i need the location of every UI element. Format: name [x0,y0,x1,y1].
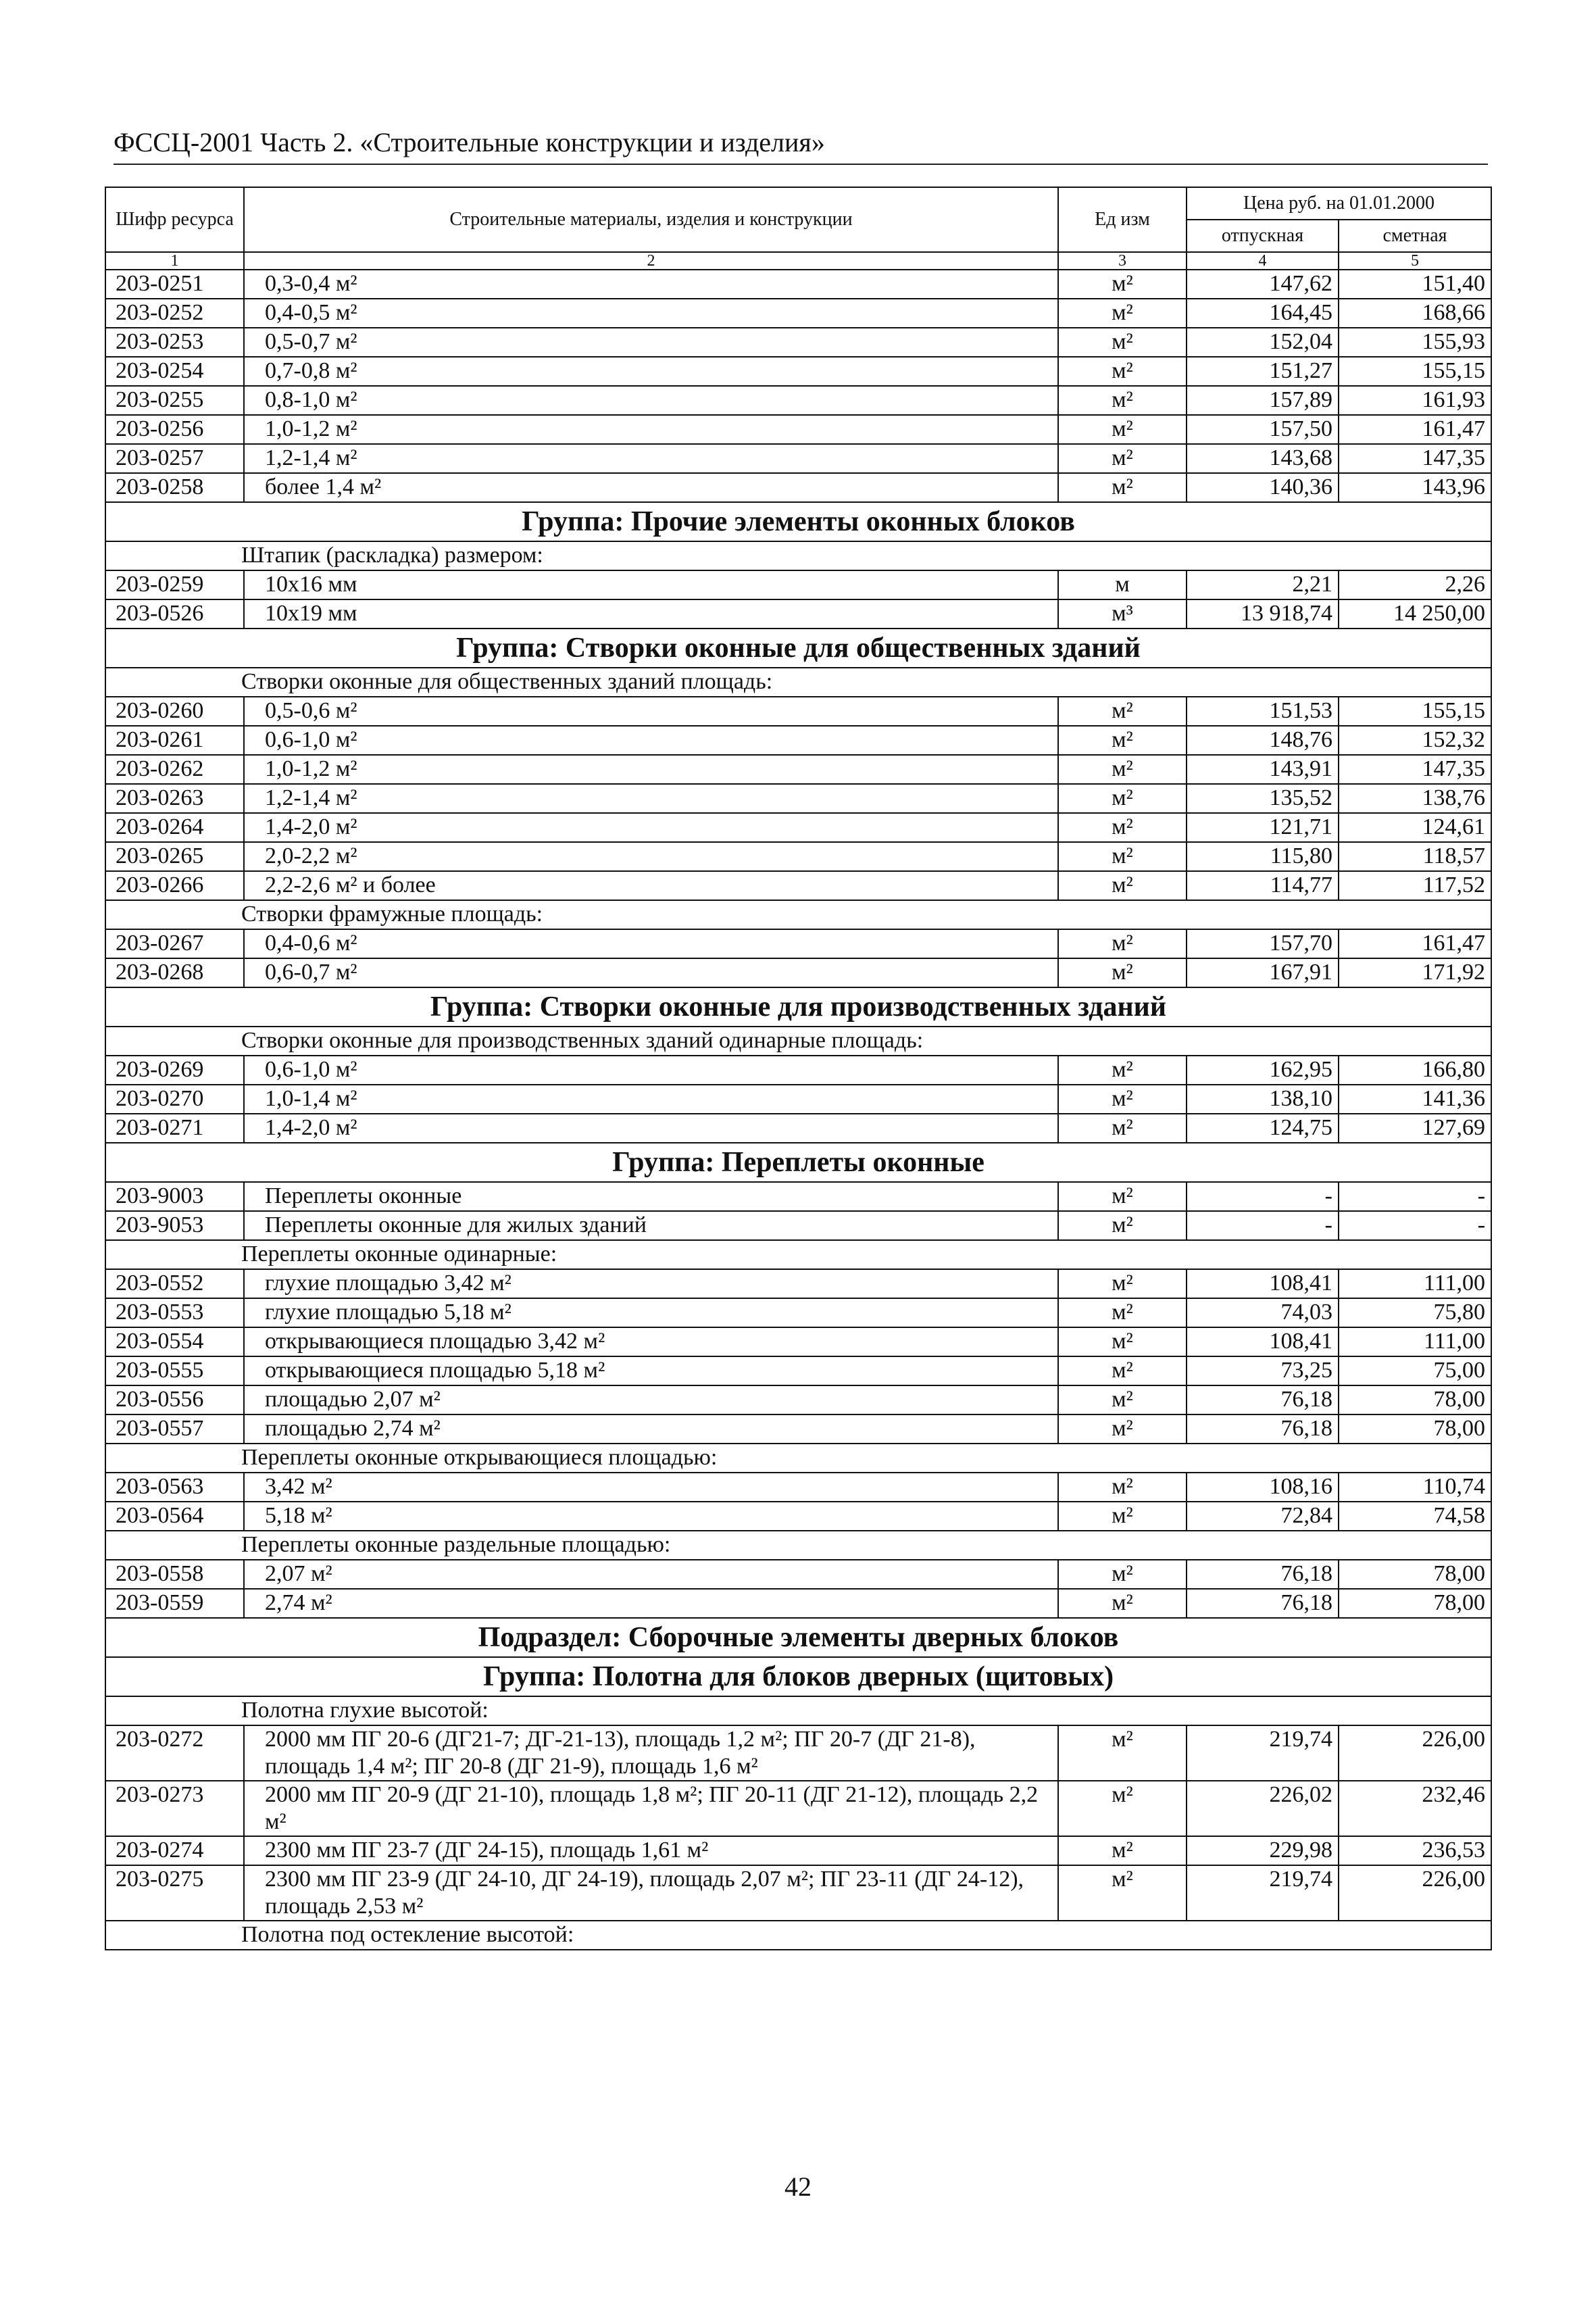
unit-cell: м² [1058,1211,1187,1240]
table-row [105,473,1491,502]
release-price: 76,18 [1187,1560,1339,1589]
release-price: 151,53 [1187,697,1339,726]
release-price: 108,41 [1187,1269,1339,1298]
resource-code: 203-0255 [105,386,244,415]
release-price: 121,71 [1187,813,1339,842]
item-name: 2,74 м² [244,1589,1058,1618]
subheading-row [105,1240,1491,1269]
table-row [105,726,1491,755]
header-price: Цена руб. на 01.01.2000 [1187,187,1491,220]
estimate-price: 226,00 [1339,1725,1491,1781]
unit-cell: м² [1058,299,1187,328]
resource-code: 203-0264 [105,813,244,842]
estimate-price: 226,00 [1339,1865,1491,1921]
release-price: 143,68 [1187,444,1339,473]
estimate-price: 111,00 [1339,1269,1491,1298]
resource-code: 203-0260 [105,697,244,726]
unit-cell: м² [1058,1589,1187,1618]
release-price: 229,98 [1187,1836,1339,1865]
item-name: 0,6-0,7 м² [244,958,1058,987]
estimate-price: 111,00 [1339,1327,1491,1356]
table-row [105,813,1491,842]
resource-code: 203-0256 [105,415,244,444]
unit-cell: м² [1058,1298,1187,1327]
group-heading: Подраздел: Сборочные элементы дверных блоков [105,1618,1491,1657]
unit-cell: м² [1058,1836,1187,1865]
resource-code: 203-0553 [105,1298,244,1327]
item-name: площадью 2,74 м² [244,1414,1058,1444]
table-row [105,1865,1491,1921]
unit-cell: м² [1058,1560,1187,1589]
header-unit: Ед изм [1058,187,1187,252]
release-price: 162,95 [1187,1056,1339,1085]
estimate-price: 155,15 [1339,697,1491,726]
table-row [105,1298,1491,1327]
release-price: 164,45 [1187,299,1339,328]
unit-cell: м² [1058,958,1187,987]
resource-code: 203-0274 [105,1836,244,1865]
estimate-price: 78,00 [1339,1589,1491,1618]
release-price: 2,21 [1187,570,1339,599]
release-price: 140,36 [1187,473,1339,502]
price-table [105,187,1492,1950]
estimate-price: 117,52 [1339,871,1491,900]
subheading-row [105,1696,1491,1725]
group-heading-row [105,629,1491,668]
estimate-price: 78,00 [1339,1560,1491,1589]
unit-cell: м² [1058,1385,1187,1414]
item-name: 2300 мм ПГ 23-7 (ДГ 24-15), площадь 1,61 м² [244,1836,1058,1865]
column-number: 1 [105,252,244,270]
page-number: 42 [784,2171,812,2202]
unit-cell: м² [1058,1725,1187,1781]
subheading-label: Створки фрамужные площадь: [105,900,1491,929]
table-row [105,784,1491,813]
header-name: Строительные материалы, изделия и конструкции [244,187,1058,252]
column-number: 5 [1339,252,1491,270]
subheading-label: Створки оконные для производственных зданий одинарные площадь: [105,1027,1491,1056]
release-price: 13 918,74 [1187,599,1339,629]
estimate-price: - [1339,1211,1491,1240]
estimate-price: 2,26 [1339,570,1491,599]
release-price: - [1187,1211,1339,1240]
estimate-price: 124,61 [1339,813,1491,842]
release-price: 76,18 [1187,1589,1339,1618]
group-heading-row [105,502,1491,541]
unit-cell: м³ [1058,599,1187,629]
table-row [105,1473,1491,1502]
group-heading-row [105,1657,1491,1696]
unit-cell: м² [1058,1269,1187,1298]
release-price: 157,70 [1187,929,1339,958]
group-heading: Группа: Створки оконные для производственных зданий [105,987,1491,1027]
release-price: 115,80 [1187,842,1339,871]
table-row [105,270,1491,299]
release-price: 167,91 [1187,958,1339,987]
resource-code: 203-0554 [105,1327,244,1356]
estimate-price: 236,53 [1339,1836,1491,1865]
group-heading: Группа: Прочие элементы оконных блоков [105,502,1491,541]
table-row [105,929,1491,958]
subheading-row [105,1531,1491,1560]
estimate-price: 168,66 [1339,299,1491,328]
unit-cell: м² [1058,444,1187,473]
subheading-label: Полотна под остекление высотой: [105,1921,1491,1950]
estimate-price: 74,58 [1339,1502,1491,1531]
estimate-price: 14 250,00 [1339,599,1491,629]
subheading-label: Переплеты оконные одинарные: [105,1240,1491,1269]
table-row [105,444,1491,473]
release-price: 219,74 [1187,1725,1339,1781]
item-name: 2,2-2,6 м² и более [244,871,1058,900]
estimate-price: 75,00 [1339,1356,1491,1385]
item-name: более 1,4 м² [244,473,1058,502]
table-row [105,755,1491,784]
item-name: 1,0-1,4 м² [244,1085,1058,1114]
resource-code: 203-0261 [105,726,244,755]
estimate-price: 161,47 [1339,929,1491,958]
estimate-price: 161,93 [1339,386,1491,415]
table-row [105,1560,1491,1589]
release-price: 157,50 [1187,415,1339,444]
table-row [105,1836,1491,1865]
estimate-price: 147,35 [1339,755,1491,784]
subheading-row [105,900,1491,929]
release-price: 108,16 [1187,1473,1339,1502]
subheading-row [105,1921,1491,1950]
table-row [105,842,1491,871]
unit-cell: м² [1058,813,1187,842]
estimate-price: 138,76 [1339,784,1491,813]
group-heading-row [105,1143,1491,1182]
column-number: 3 [1058,252,1187,270]
estimate-price: 141,36 [1339,1085,1491,1114]
item-name: 0,3-0,4 м² [244,270,1058,299]
estimate-price: 118,57 [1339,842,1491,871]
estimate-price: 78,00 [1339,1414,1491,1444]
release-price: 72,84 [1187,1502,1339,1531]
subheading-label: Полотна глухие высотой: [105,1696,1491,1725]
group-heading-row [105,1618,1491,1657]
table-row [105,958,1491,987]
item-name: глухие площадью 5,18 м² [244,1298,1058,1327]
group-heading-row [105,987,1491,1027]
resource-code: 203-0262 [105,755,244,784]
item-name: Переплеты оконные [244,1182,1058,1211]
resource-code: 203-0275 [105,1865,244,1921]
table-row [105,299,1491,328]
table-row [105,415,1491,444]
table-row [105,386,1491,415]
resource-code: 203-0259 [105,570,244,599]
subheading-row [105,1444,1491,1473]
header-release-price: отпускная [1187,220,1339,252]
release-price: 226,02 [1187,1781,1339,1836]
item-name: 10x16 мм [244,570,1058,599]
resource-code: 203-0270 [105,1085,244,1114]
page-header: ФССЦ-2001 Часть 2. «Строительные конструкции и изделия» [114,126,1488,165]
estimate-price: 152,32 [1339,726,1491,755]
subheading-label: Переплеты оконные открывающиеся площадью: [105,1444,1491,1473]
subheading-row [105,1027,1491,1056]
release-price: 143,91 [1187,755,1339,784]
resource-code: 203-0563 [105,1473,244,1502]
unit-cell: м² [1058,1182,1187,1211]
item-name: 10x19 мм [244,599,1058,629]
item-name: 0,4-0,6 м² [244,929,1058,958]
header-code: Шифр ресурса [105,187,244,252]
release-price: 152,04 [1187,328,1339,357]
subheading-row [105,668,1491,697]
item-name: 1,0-1,2 м² [244,755,1058,784]
subheading-label: Створки оконные для общественных зданий площадь: [105,668,1491,697]
resource-code: 203-0273 [105,1781,244,1836]
resource-code: 203-0258 [105,473,244,502]
table-row [105,1327,1491,1356]
table-row [105,1502,1491,1531]
unit-cell: м² [1058,473,1187,502]
item-name: 2000 мм ПГ 20-6 (ДГ21-7; ДГ-21-13), площадь 1,2 м²; ПГ 20-7 (ДГ 21-8), площадь 1,4 м²; ПГ 20-8 (ДГ 21-9), площадь 1,6 м² [244,1725,1058,1781]
item-name: 0,6-1,0 м² [244,1056,1058,1085]
column-number: 4 [1187,252,1339,270]
estimate-price: 161,47 [1339,415,1491,444]
item-name: 0,7-0,8 м² [244,357,1058,386]
unit-cell: м² [1058,270,1187,299]
unit-cell: м² [1058,697,1187,726]
resource-code: 203-0267 [105,929,244,958]
item-name: 2000 мм ПГ 20-9 (ДГ 21-10), площадь 1,8 м²; ПГ 20-11 (ДГ 21-12), площадь 2,2 м² [244,1781,1058,1836]
table-row [105,1589,1491,1618]
item-name: 2,0-2,2 м² [244,842,1058,871]
item-name: 2300 мм ПГ 23-9 (ДГ 24-10, ДГ 24-19), площадь 2,07 м²; ПГ 23-11 (ДГ 24-12), площадь 2,53 м² [244,1865,1058,1921]
unit-cell: м² [1058,1114,1187,1143]
resource-code: 203-9053 [105,1211,244,1240]
unit-cell: м² [1058,415,1187,444]
release-price: 147,62 [1187,270,1339,299]
resource-code: 203-0555 [105,1356,244,1385]
table-row [105,357,1491,386]
item-name: Переплеты оконные для жилых зданий [244,1211,1058,1240]
group-heading: Группа: Створки оконные для общественных зданий [105,629,1491,668]
item-name: 0,4-0,5 м² [244,299,1058,328]
estimate-price: 151,40 [1339,270,1491,299]
item-name: 3,42 м² [244,1473,1058,1502]
item-name: открывающиеся площадью 5,18 м² [244,1356,1058,1385]
subheading-row [105,541,1491,570]
unit-cell: м² [1058,1473,1187,1502]
table-row [105,1269,1491,1298]
unit-cell: м² [1058,357,1187,386]
resource-code: 203-9003 [105,1182,244,1211]
table-row [105,1725,1491,1781]
release-price: 135,52 [1187,784,1339,813]
estimate-price: 232,46 [1339,1781,1491,1836]
estimate-price: 166,80 [1339,1056,1491,1085]
estimate-price: 147,35 [1339,444,1491,473]
resource-code: 203-0263 [105,784,244,813]
estimate-price: 110,74 [1339,1473,1491,1502]
item-name: 0,5-0,6 м² [244,697,1058,726]
resource-code: 203-0251 [105,270,244,299]
release-price: 74,03 [1187,1298,1339,1327]
item-name: 1,2-1,4 м² [244,444,1058,473]
table-row [105,1356,1491,1385]
resource-code: 203-0564 [105,1502,244,1531]
release-price: 148,76 [1187,726,1339,755]
item-name: 0,6-1,0 м² [244,726,1058,755]
item-name: 2,07 м² [244,1560,1058,1589]
header-estimate-price: сметная [1339,220,1491,252]
table-row [105,1182,1491,1211]
estimate-price: 171,92 [1339,958,1491,987]
column-number: 2 [244,252,1058,270]
resource-code: 203-0272 [105,1725,244,1781]
unit-cell: м² [1058,1502,1187,1531]
resource-code: 203-0253 [105,328,244,357]
resource-code: 203-0557 [105,1414,244,1444]
estimate-price: 155,15 [1339,357,1491,386]
resource-code: 203-0266 [105,871,244,900]
resource-code: 203-0254 [105,357,244,386]
table-row [105,1056,1491,1085]
release-price: 76,18 [1187,1385,1339,1414]
item-name: 1,0-1,2 м² [244,415,1058,444]
unit-cell: м² [1058,328,1187,357]
item-name: открывающиеся площадью 3,42 м² [244,1327,1058,1356]
unit-cell: м² [1058,842,1187,871]
estimate-price: 75,80 [1339,1298,1491,1327]
estimate-price: 155,93 [1339,328,1491,357]
item-name: площадью 2,07 м² [244,1385,1058,1414]
unit-cell: м² [1058,871,1187,900]
resource-code: 203-0268 [105,958,244,987]
item-name: глухие площадью 3,42 м² [244,1269,1058,1298]
unit-cell: м² [1058,1085,1187,1114]
unit-cell: м² [1058,1356,1187,1385]
table-row [105,570,1491,599]
item-name: 0,8-1,0 м² [244,386,1058,415]
unit-cell: м² [1058,929,1187,958]
release-price: 73,25 [1187,1356,1339,1385]
unit-cell: м² [1058,1056,1187,1085]
table-row [105,697,1491,726]
subheading-label: Штапик (раскладка) размером: [105,541,1491,570]
unit-cell: м² [1058,726,1187,755]
table-row [105,1211,1491,1240]
resource-code: 203-0269 [105,1056,244,1085]
group-heading: Группа: Полотна для блоков дверных (щитовых) [105,1657,1491,1696]
release-price: 219,74 [1187,1865,1339,1921]
unit-cell: м [1058,570,1187,599]
unit-cell: м² [1058,1327,1187,1356]
unit-cell: м² [1058,1414,1187,1444]
estimate-price: 127,69 [1339,1114,1491,1143]
table-row [105,1385,1491,1414]
subheading-label: Переплеты оконные раздельные площадью: [105,1531,1491,1560]
resource-code: 203-0252 [105,299,244,328]
estimate-price: - [1339,1182,1491,1211]
resource-code: 203-0271 [105,1114,244,1143]
unit-cell: м² [1058,1865,1187,1921]
item-name: 5,18 м² [244,1502,1058,1531]
resource-code: 203-0558 [105,1560,244,1589]
resource-code: 203-0556 [105,1385,244,1414]
table-row [105,1085,1491,1114]
table-row [105,1414,1491,1444]
group-heading: Группа: Переплеты оконные [105,1143,1491,1182]
resource-code: 203-0265 [105,842,244,871]
release-price: 114,77 [1187,871,1339,900]
release-price: 138,10 [1187,1085,1339,1114]
estimate-price: 143,96 [1339,473,1491,502]
estimate-price: 78,00 [1339,1385,1491,1414]
item-name: 0,5-0,7 м² [244,328,1058,357]
release-price: 108,41 [1187,1327,1339,1356]
table-row [105,1114,1491,1143]
resource-code: 203-0526 [105,599,244,629]
item-name: 1,4-2,0 м² [244,813,1058,842]
unit-cell: м² [1058,1781,1187,1836]
release-price: 124,75 [1187,1114,1339,1143]
release-price: 151,27 [1187,357,1339,386]
item-name: 1,4-2,0 м² [244,1114,1058,1143]
unit-cell: м² [1058,784,1187,813]
resource-code: 203-0552 [105,1269,244,1298]
release-price: 157,89 [1187,386,1339,415]
unit-cell: м² [1058,755,1187,784]
resource-code: 203-0559 [105,1589,244,1618]
release-price: - [1187,1182,1339,1211]
unit-cell: м² [1058,386,1187,415]
resource-code: 203-0257 [105,444,244,473]
table-row [105,1781,1491,1836]
item-name: 1,2-1,4 м² [244,784,1058,813]
table-row [105,871,1491,900]
release-price: 76,18 [1187,1414,1339,1444]
table-row [105,599,1491,629]
table-row [105,328,1491,357]
